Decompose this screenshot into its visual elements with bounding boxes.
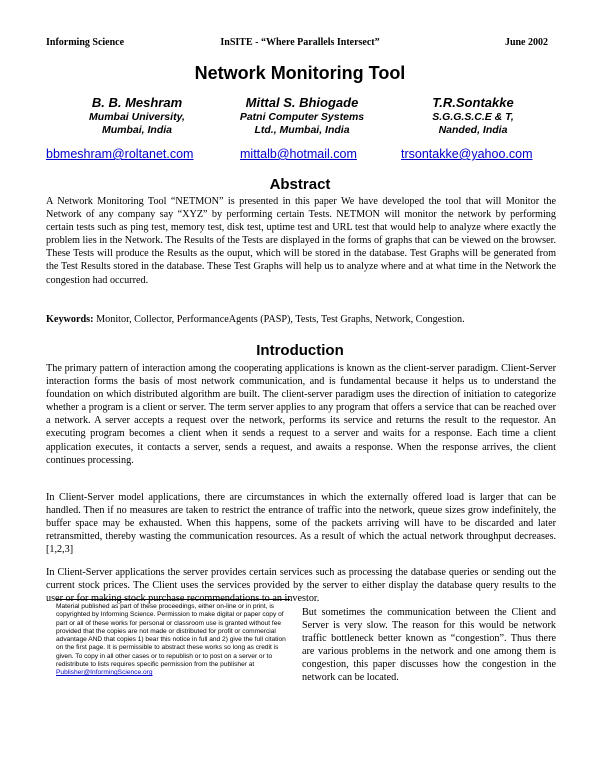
running-header-conference: InSITE - “Where Parallels Intersect”: [220, 37, 380, 48]
footnote-text: Material published as part of these proceedings, either on-line or in print, is copyrighted by Informing Science. Permission to make digital or paper copy of part or all of these works for personal or classroom use is granted without fee provided that the copies are not made or distributed for profit or commercial advantage AND that copies 1) bear this notice in full and 2) give the full citation on the first page. It is permissible to abstract these works so long as credit is given. To copy in all other cases or to republish or to post on a server or to redistribute to lists requires specific permission from the publisher at: [56, 603, 286, 669]
paper-title: Network Monitoring Tool: [194, 63, 406, 83]
intro-paragraph-3: In Client-Server applications the server provides certain services such as processing the database queries or sending out the current stock prices. The Client uses the services provided by the server to either display the database query results to the user or for making stock purchase recommendations to an investor.: [46, 567, 556, 605]
author-name: T.R.Sontakke: [432, 95, 514, 110]
intro-paragraph-3-continuation: But sometimes the communication between the Client and Server is very slow. The reason for this would be network traffic bottleneck better known as “congestion”. Thus there are various problems in the network and one among them is congestion, this paper discusses how the congestion in the network can be located.: [302, 607, 556, 684]
author-name: B. B. Meshram: [91, 95, 183, 110]
author-affiliation: Nanded, India: [438, 124, 508, 136]
publisher-email-link[interactable]: Publisher@InformingScience.org: [56, 669, 153, 677]
abstract-heading: Abstract: [269, 176, 331, 193]
author-affiliation: Mumbai University,: [89, 111, 185, 123]
author-name: Mittal S. Bhiogade: [245, 95, 359, 110]
running-header-date: June 2002: [504, 37, 548, 48]
copyright-footnote: [56, 599, 290, 678]
keywords-list: Monitor, Collector, PerformanceAgents (PASP), Tests, Test Graphs, Network, Congestion.: [96, 314, 465, 325]
author-affiliation: Patni Computer Systems: [239, 111, 365, 123]
author-block-1: [62, 95, 212, 137]
abstract-text: A Network Monitoring Tool “NETMON” is presented in this paper We have developed the tool that will Monitor the Network of any company say “XYZ” by performing certain Tests. NETMON will monitor the network by performing certain tests such as ping test, memory test, disk test, uptime test and URL test that would help to analyze where exactly the problem lies in the Network. The Results of the Tests are displayed in the forms of graphs that can be viewed on the browser. These Tests will produce the Results as the ouput, which will be stored in the database. Test Graphs will be generated from the Test Results stored in the database. These Test Graphs will help us to analyze where and at what time in the Network the congestion had occurred.: [46, 196, 556, 286]
author-affiliation: S.G.G.S.C.E & T,: [432, 111, 514, 123]
author-email-link[interactable]: trsontakke@yahoo.com: [401, 147, 533, 161]
intro-paragraph-2: In Client-Server model applications, there are circumstances in which the externally offered load is larger that can be handled. Then if no measures are taken to restrict the entrance of traffic into the network, queue sizes grow indefinitely, the buffer space may be exhausted. When this happens, some of the packets arriving will have to be discarded and later retransmitted, thereby wasting the communication resources. As a result of which the actual network throughput decreases. [1,2,3]: [46, 492, 556, 556]
intro-paragraph-1: The primary pattern of interaction among the cooperating applications is known as the client-server paradigm. Client-Server interaction forms the basis of most network communication, and is fundamental because it helps us to understand the foundation on which distributed algorithm are built. The client-server paradigm uses the direction of initiation to categorize whether a program is a client or server. The term server applies to any program that offers a service that can be reached over a network. A server accepts a request over the network, performs its service and returns the result to the requestor. An executing program becomes a client when it sends a request to a server and waits for a response. Each time a client application executes, it contacts a server, sends a request, and awaits a response. When the response arrives, the client continues processing.: [46, 363, 556, 466]
author-affiliation: Mumbai, India: [101, 124, 172, 136]
author-affiliation: Ltd., Mumbai, India: [254, 124, 350, 136]
author-email-link[interactable]: mittalb@hotmail.com: [240, 147, 357, 161]
keywords-line: [46, 313, 556, 326]
keywords-label: Keywords:: [46, 314, 94, 325]
introduction-heading: Introduction: [256, 342, 344, 359]
author-block-3: [398, 95, 548, 137]
running-header-journal: Informing Science: [46, 37, 125, 48]
author-block-2: [222, 95, 382, 137]
author-email-link[interactable]: bbmeshram@roltanet.com: [46, 147, 194, 161]
